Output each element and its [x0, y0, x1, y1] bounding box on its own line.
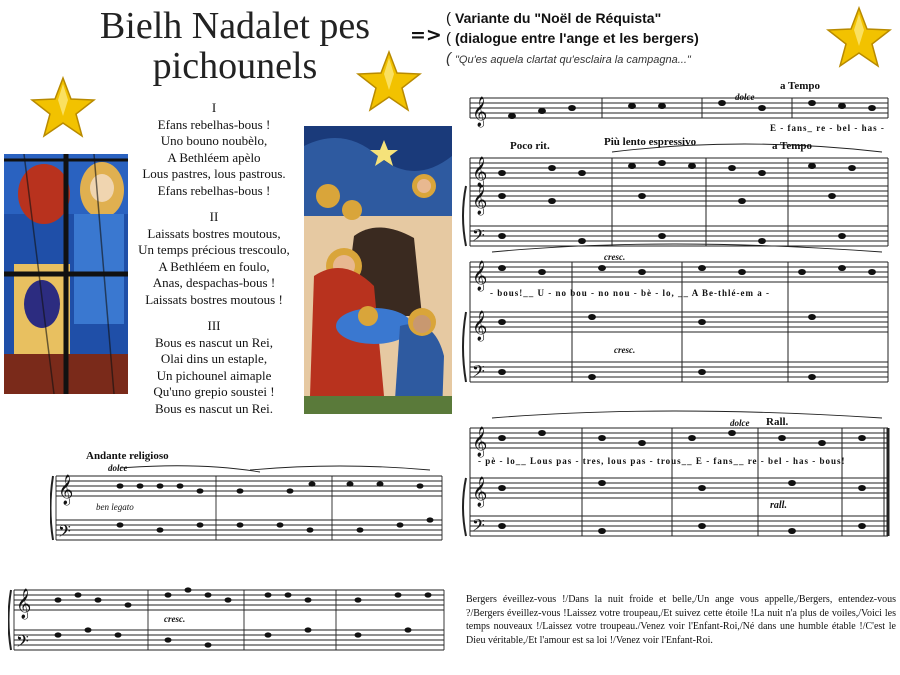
- svg-text:𝄞: 𝄞: [472, 311, 488, 341]
- tempo-rall: Rall.: [766, 416, 789, 428]
- ben-legato-marking: ben legato: [96, 502, 134, 512]
- svg-text:𝄞: 𝄞: [16, 589, 32, 619]
- music-score-left-2: [8, 584, 448, 660]
- arrow-glyph: =>: [410, 24, 442, 46]
- syllables-row-2: - bous!__ U - no bou - no nou - bè - lo, __ A Be-thlé-em a -: [490, 288, 771, 298]
- star-icon: [356, 50, 422, 112]
- tempo-poco-rit: Poco rit.: [510, 140, 550, 152]
- svg-text:𝄞: 𝄞: [472, 157, 488, 187]
- svg-text:𝄢: 𝄢: [16, 631, 29, 655]
- svg-text:𝄞: 𝄞: [472, 477, 488, 507]
- svg-text:𝄞: 𝄞: [472, 261, 488, 291]
- tempo-andante: Andante religioso: [86, 450, 169, 462]
- dolce-marking-2: dolce: [730, 418, 750, 428]
- stanza-1: I Efans rebelhas-bous ! Uno bouno noubèlo, A Bethléem apèlo Lous pastres, lous pastrous. Efans rebelhas-bous !: [142, 100, 286, 198]
- title-line-2: pichounels: [152, 45, 318, 87]
- svg-text:𝄞: 𝄞: [58, 475, 74, 505]
- svg-text:𝄢: 𝄢: [472, 361, 485, 385]
- syllables-row-1: E - fans_ re - bel - has -: [770, 123, 885, 133]
- cresc-marking-1: cresc.: [604, 252, 626, 262]
- dolce-marking-3: dolce: [108, 463, 128, 473]
- incipit-note: ( "Qu'es aquela clartat qu'esclaira la campagna...": [446, 50, 691, 67]
- nativity-painting: [304, 126, 452, 414]
- cresc-marking-3: cresc.: [164, 614, 186, 624]
- stanza-2: II Laissats bostres moutous, Un temps précious trescoulo, A Bethléem en foulo, Anas, despachas-bous ! Laissats bostres moutous !: [138, 209, 290, 307]
- svg-text:𝄢: 𝄢: [472, 515, 485, 539]
- svg-text:𝄞: 𝄞: [472, 97, 488, 127]
- star-icon: [30, 76, 96, 138]
- title-line-1: Bielh Nadalet pes: [99, 5, 371, 47]
- variant-note: ( Variante du "Noël de Réquista": [446, 10, 662, 27]
- rall-lower-marking: rall.: [770, 500, 787, 511]
- svg-text:𝄞: 𝄞: [472, 185, 488, 215]
- stained-glass-image: [4, 154, 128, 394]
- dialogue-note: ( (dialogue entre l'ange et les bergers): [446, 30, 699, 47]
- tempo-piu-lento: Più lento espressivo: [604, 136, 697, 148]
- cresc-marking-2: cresc.: [614, 345, 636, 355]
- staff-voice-1: [470, 98, 888, 118]
- svg-text:𝄢: 𝄢: [58, 521, 71, 545]
- occitan-lyrics: [118, 100, 310, 427]
- star-icon: [826, 6, 892, 68]
- stanza-3: III Bous es nascut un Rei, Olai dins un estaple, Un pichounel aimaple Qu'uno grepio soustei ! Bous es nascut un Rei.: [153, 318, 275, 416]
- tempo-a-tempo-1: a Tempo: [780, 80, 821, 92]
- tempo-a-tempo-2: a Tempo: [772, 140, 813, 152]
- svg-text:𝄞: 𝄞: [472, 427, 488, 457]
- french-translation: Bergers éveillez-vous !/Dans la nuit froide et belle,/Un ange vous appelle,/Bergers, entendez-vous ?/Bergers éveillez-vous !Laissez votre troupeau,/Et suivez cette étoile !La nuit n'a plus de voiles,/Voici les temps nouveaux !/Laissez votre troupeau./Venez voir l'Enfant-Roi,/Né dans une humble étable !/C'est le Dieu véritable,/Et l'amour est sa loi !/Venez voir l'Enfant-Roi.: [466, 594, 896, 646]
- svg-text:𝄢: 𝄢: [472, 225, 485, 249]
- dolce-marking-1: dolce: [735, 92, 755, 102]
- syllables-row-3: - pè - lo__ Lous pas - tres, lous pas - trous__ E - fans__ re - bel - has - bous!: [478, 456, 846, 466]
